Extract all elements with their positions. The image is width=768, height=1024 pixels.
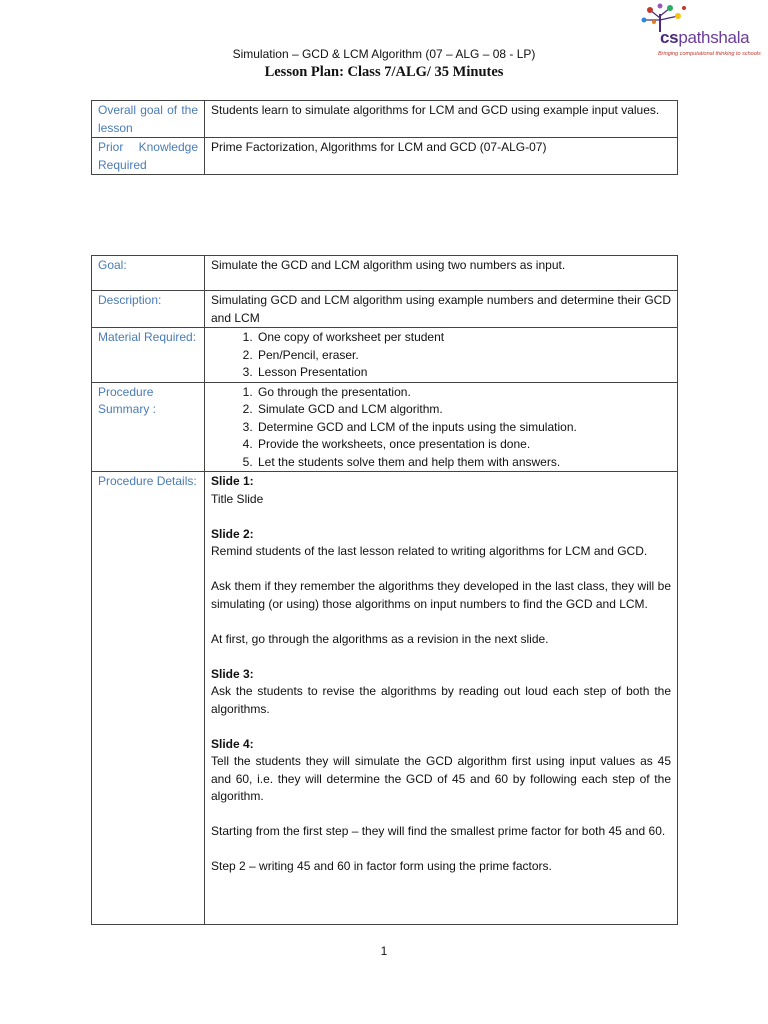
description-label: Description: — [92, 291, 205, 328]
list-item: 2. Pen/Pencil, eraser. — [256, 347, 671, 365]
overview-table — [91, 100, 678, 175]
summary-list — [211, 384, 671, 472]
material-list — [211, 329, 671, 382]
slide4-heading: Slide 4: — [211, 736, 254, 751]
list-item: 3. Determine GCD and LCM of the inputs using the simulation. — [256, 419, 671, 437]
goal-label: Overall goal of the lesson — [92, 101, 205, 138]
material-list-cell — [205, 328, 678, 383]
summary-label: Procedure Summary : — [92, 382, 205, 472]
slide2-heading: Slide 2: — [211, 526, 254, 541]
slide2-text-1: Remind students of the last lesson related to writing algorithms for LCM and GCD. — [211, 544, 648, 558]
list-item: 5. Let the students solve them and help them with answers. — [256, 454, 671, 472]
table-row — [92, 138, 678, 175]
table-row — [92, 382, 678, 472]
details-cell — [205, 472, 678, 925]
table-row — [92, 256, 678, 291]
list-item: 1. One copy of worksheet per student — [256, 329, 671, 347]
slide2-text-2: Ask them if they remember the algorithms they developed in the last class, they will be simulating (or using) those algorithms on input numbers to find the GCD and LCM. — [211, 579, 671, 611]
slide3-heading: Slide 3: — [211, 666, 254, 681]
plan-goal-value: Simulate the GCD and LCM algorithm using two numbers as input. — [205, 256, 678, 291]
slide4-text-2: Starting from the first step – they will find the smallest prime factor for both 45 and 60. — [211, 824, 666, 838]
list-item: 1. Go through the presentation. — [256, 384, 671, 402]
slide4-text-3: Step 2 – writing 45 and 60 in factor form using the prime factors. — [211, 859, 552, 873]
summary-list-cell — [205, 382, 678, 472]
plan-goal-label: Goal: — [92, 256, 205, 291]
description-value: Simulating GCD and LCM algorithm using example numbers and determine their GCD and LCM — [205, 291, 678, 328]
slide1-text: Title Slide — [211, 491, 264, 506]
details-label: Procedure Details: — [92, 472, 205, 925]
lesson-plan-table — [91, 255, 678, 925]
prior-knowledge-label: Prior Knowledge Required — [92, 138, 205, 175]
document-title: Lesson Plan: Class 7/ALG/ 35 Minutes — [264, 64, 504, 80]
table-row — [92, 101, 678, 138]
prior-knowledge-value: Prime Factorization, Algorithms for LCM and GCD (07-ALG-07) — [205, 138, 678, 175]
logo-wordmark: cspathshala — [660, 28, 750, 47]
document-subtitle: Simulation – GCD & LCM Algorithm (07 – ALG – 08 - LP) — [232, 47, 536, 61]
list-item: 3. Lesson Presentation — [256, 364, 671, 382]
slide2-text-3: At first, go through the algorithms as a revision in the next slide. — [211, 631, 549, 646]
table-row — [92, 291, 678, 328]
goal-value: Students learn to simulate algorithms for LCM and GCD using example input values. — [205, 101, 678, 138]
logo-tagline: Bringing computational thinking to schools — [658, 51, 761, 57]
list-item: 2. Simulate GCD and LCM algorithm. — [256, 401, 671, 419]
slide4-text-1: Tell the students they will simulate the GCD algorithm first using input values as 45 and 60, i.e. they will determine the GCD of 45 and 60 by following each step of the algorithm. — [211, 754, 671, 803]
slide3-text: Ask the students to revise the algorithms by reading out loud each step of both the algorithms. — [211, 684, 671, 716]
table-row — [92, 328, 678, 383]
material-label: Material Required: — [92, 328, 205, 383]
slide1-heading: Slide 1: — [211, 474, 254, 488]
table-row — [92, 472, 678, 925]
list-item: 4. Provide the worksheets, once presentation is done. — [256, 436, 671, 454]
page-number: 1 — [380, 944, 388, 958]
